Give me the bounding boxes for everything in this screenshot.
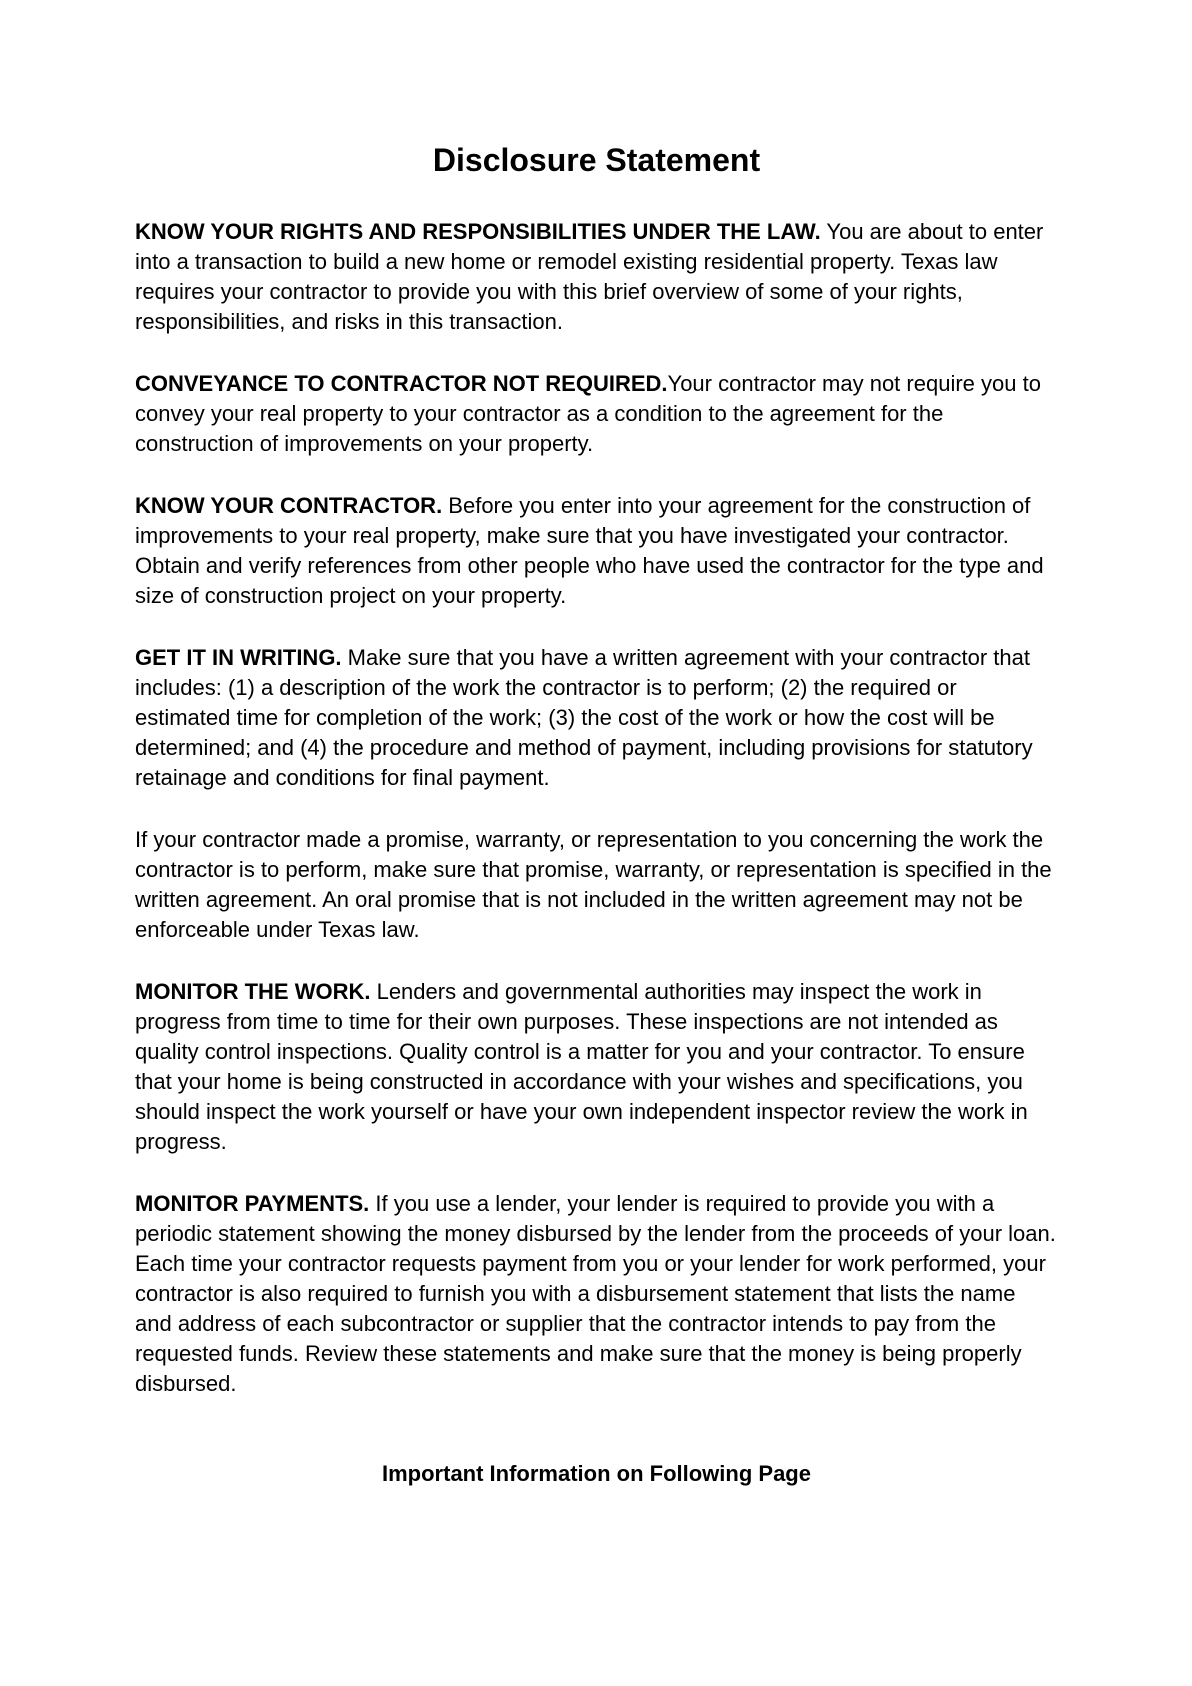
paragraph-heading: CONVEYANCE TO CONTRACTOR NOT REQUIRED.	[135, 371, 668, 396]
document-title: Disclosure Statement	[432, 142, 761, 178]
paragraph-heading: MONITOR THE WORK.	[135, 979, 371, 1004]
paragraph-oral-promise	[135, 825, 1058, 945]
paragraph-body: You are about to enter into a transaction to build a new home or remodel existing residential property. Texas law requires your contractor to provide you with this brief overview of some of your rights, responsibilities, and risks in this transaction.	[135, 219, 1044, 334]
paragraph-monitor-the-work	[135, 977, 1058, 1157]
paragraph-body: Lenders and governmental authorities may inspect the work in progress from time to time for their own purposes. These inspections are not intended as quality control inspections. Quality control is a matter for you and your contractor. To ensure that your home is being constructed in accordance with your wishes and specifications, you should inspect the work yourself or have your own independent inspector review the work in progress.	[135, 979, 1028, 1154]
paragraph-heading: KNOW YOUR CONTRACTOR.	[135, 493, 443, 518]
paragraph-body: Make sure that you have a written agreement with your contractor that includes: (1) a description of the work the contractor is to perform; (2) the required or estimated time for completion of the work; (3) the cost of the work or how the cost will be determined; and (4) the procedure and method of payment, including provisions for statutory retainage and conditions for final payment.	[135, 645, 1033, 790]
paragraph-know-your-rights	[135, 217, 1058, 337]
paragraph-get-it-in-writing	[135, 643, 1058, 793]
paragraph-heading: GET IT IN WRITING.	[135, 645, 342, 670]
footer-note: Important Information on Following Page	[382, 1461, 811, 1486]
paragraph-conveyance	[135, 369, 1058, 459]
paragraph-body: Your contractor may not require you to convey your real property to your contractor as a condition to the agreement for the construction of improvements on your property.	[135, 371, 1041, 456]
paragraph-body: If your contractor made a promise, warranty, or representation to you concerning the work the contractor is to perform, make sure that promise, warranty, or representation is specified in the written agreement. An oral promise that is not included in the written agreement may not be enforceable under Texas law.	[135, 827, 1052, 942]
paragraph-heading: MONITOR PAYMENTS.	[135, 1191, 370, 1216]
paragraph-body: Before you enter into your agreement for the construction of improvements to your real property, make sure that you have investigated your contractor. Obtain and verify references from other people who have used the contractor for the type and size of construction project on your property.	[135, 493, 1044, 608]
paragraph-monitor-payments	[135, 1189, 1058, 1399]
paragraph-body: If you use a lender, your lender is required to provide you with a periodic statement showing the money disbursed by the lender from the proceeds of your loan. Each time your contractor requests payment from you or your lender for work performed, your contractor is also required to furnish you with a disbursement statement that lists the name and address of each subcontractor or supplier that the contractor intends to pay from the requested funds. Review these statements and make sure that the money is being properly disbursed.	[135, 1191, 1056, 1396]
paragraph-heading: KNOW YOUR RIGHTS AND RESPONSIBILITIES UNDER THE LAW.	[135, 219, 821, 244]
paragraph-know-your-contractor	[135, 491, 1058, 611]
